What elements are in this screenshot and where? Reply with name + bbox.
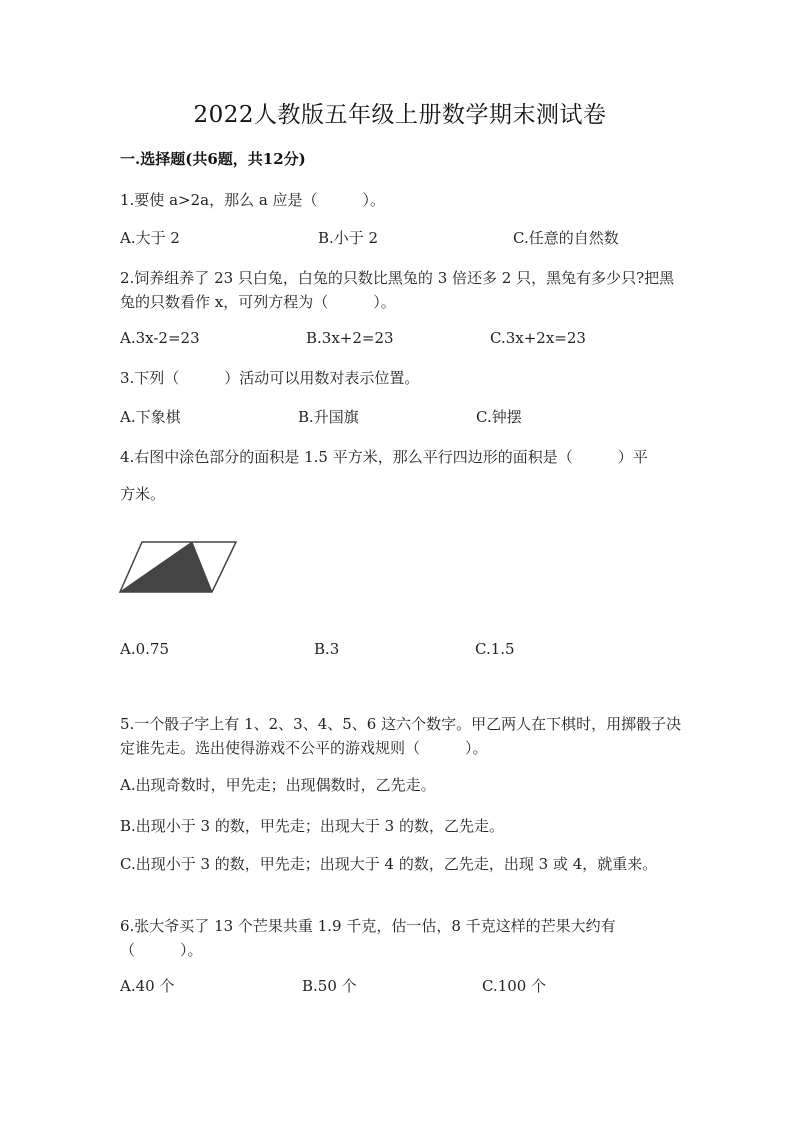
question-6-options <box>120 974 680 998</box>
question-5: 5.一个骰子字上有 1、2、3、4、5、6 这六个数字。甲乙两人在下棋时，用掷骰子决定谁先走。选出使得游戏不公平的游戏规则（ ）。 <box>120 715 682 757</box>
question-2: 2.饲养组养了 23 只白兔，白兔的只数比黑兔的 3 倍还多 2 只，黑兔有多少只?把黑兔的只数看作 x，可列方程为（ ）。 <box>120 269 675 311</box>
question-5-option-b[interactable]: B.出现小于 3 的数，甲先走；出现大于 3 的数，乙先走。 <box>120 817 504 835</box>
option-a[interactable]: A.下象棋 <box>120 408 181 426</box>
question-3-options <box>120 405 680 429</box>
question-4-line-2: 方米。 <box>120 485 166 503</box>
option-c[interactable]: C.1.5 <box>475 640 515 658</box>
option-c[interactable]: C.钟摆 <box>476 408 522 426</box>
question-2-options <box>120 326 680 350</box>
question-6: 6.张大爷买了 13 个芒果共重 1.9 千克，估一估，8 千克这样的芒果大约有（ ）。 <box>120 917 616 959</box>
option-a[interactable]: A.0.75 <box>120 640 169 658</box>
question-3: 3.下列（ ）活动可以用数对表示位置。 <box>120 369 420 387</box>
option-b[interactable]: B.50 个 <box>302 977 357 995</box>
option-b[interactable]: B.小于 2 <box>318 229 379 247</box>
option-b[interactable]: B.3 <box>314 640 340 658</box>
section-heading: 一.选择题(共6题，共12分) <box>120 150 306 168</box>
question-5-option-a[interactable]: A.出现奇数时，甲先走；出现偶数时，乙先走。 <box>120 776 436 794</box>
option-a[interactable]: A.40 个 <box>120 977 175 995</box>
option-c[interactable]: C.3x+2x=23 <box>490 329 586 347</box>
option-c[interactable]: C.100 个 <box>482 977 547 995</box>
option-a[interactable]: A.大于 2 <box>120 229 180 247</box>
page-title: 2022人教版五年级上册数学期末测试卷 <box>193 102 607 128</box>
parallelogram-figure <box>118 538 240 596</box>
option-c[interactable]: C.任意的自然数 <box>513 229 619 247</box>
question-1-options <box>120 226 680 250</box>
question-4-options <box>120 637 680 661</box>
option-b[interactable]: B.升国旗 <box>298 408 359 426</box>
question-5-option-c[interactable]: C.出现小于 3 的数，甲先走；出现大于 4 的数，乙先走，出现 3 或 4，就重来。 <box>120 855 658 873</box>
question-1: 1.要使 a>2a，那么 a 应是（ ）。 <box>120 191 386 209</box>
option-b[interactable]: B.3x+2=23 <box>306 329 394 347</box>
option-a[interactable]: A.3x-2=23 <box>120 329 200 347</box>
question-4-line-1: 4.右图中涂色部分的面积是 1.5 平方米，那么平行四边形的面积是（ ）平 <box>120 448 648 466</box>
